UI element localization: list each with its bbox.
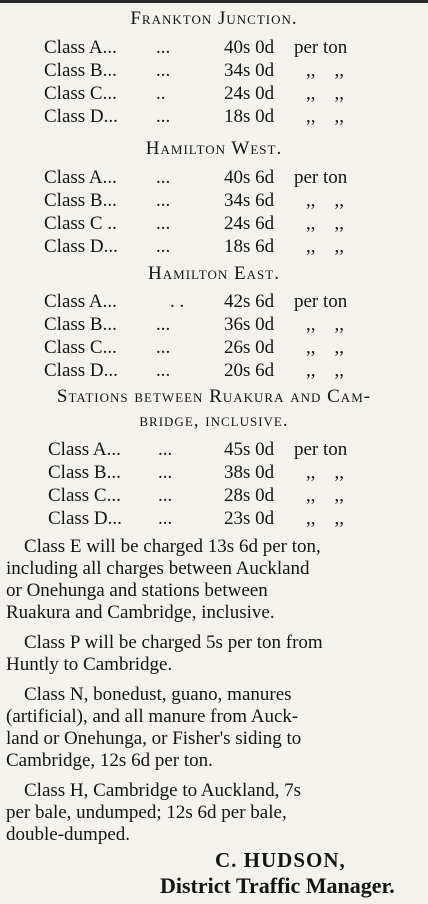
paragraph-line: Huntly to Cambridge. — [6, 654, 173, 675]
rate-row — [0, 60, 428, 82]
class-label: Class D... — [44, 236, 118, 257]
class-label: Class A... — [44, 37, 117, 58]
class-label: Class D... — [44, 106, 118, 127]
unit: ,, ,, — [306, 106, 344, 127]
section-header-frankton-junction: Frankton Junction. — [130, 8, 298, 29]
section-header-ruakura-cambridge-line2: bridge, inclusive. — [139, 410, 289, 431]
rate-row — [0, 106, 428, 128]
leader-dots: ... — [156, 337, 171, 358]
rate-row — [0, 462, 428, 484]
rate-row — [0, 37, 428, 59]
rate: 26s 0d — [224, 337, 275, 358]
paragraph-line: (artificial), and all manure from Auck- — [6, 706, 299, 727]
class-label: Class B... — [48, 462, 121, 483]
unit: per ton — [294, 167, 348, 188]
rate: 24s 0d — [224, 83, 275, 104]
leader-dots: ... — [156, 106, 171, 127]
paragraph-class-p — [6, 632, 418, 676]
paragraph-class-h — [6, 780, 418, 846]
paragraph-line: Class H, Cambridge to Auckland, 7s — [24, 780, 302, 801]
rate-row — [0, 190, 428, 212]
class-label: Class C... — [44, 337, 117, 358]
rate-row — [0, 167, 428, 189]
leader-dots: ... — [156, 167, 171, 188]
leader-dots: ... — [156, 360, 171, 381]
paragraph-line: Class P will be charged 5s per ton from — [24, 632, 323, 653]
section-header-hamilton-west: Hamilton West. — [145, 138, 283, 159]
paragraph-line: land or Onehunga, or Fisher's siding to — [6, 728, 302, 749]
leader-dots: ... — [158, 439, 173, 460]
unit: ,, ,, — [306, 60, 344, 81]
rate-row — [0, 291, 428, 313]
rate: 36s 0d — [224, 314, 275, 335]
unit: per ton — [294, 439, 348, 460]
signature-name: C. HUDSON, — [215, 848, 346, 872]
rate-row — [0, 83, 428, 105]
rate: 40s 0d — [224, 37, 275, 58]
leader-dots: ... — [156, 190, 171, 211]
leader-dots: ... — [156, 236, 171, 257]
paragraph-line: Cambridge, 12s 6d per ton. — [6, 750, 213, 771]
class-label: Class A... — [48, 439, 121, 460]
unit: ,, ,, — [306, 360, 344, 381]
class-label: Class D... — [48, 508, 122, 529]
leader-dots: ... — [158, 485, 173, 506]
class-label: Class A... — [44, 167, 117, 188]
section-header-ruakura-cambridge-line1: Stations between Ruakura and Cam- — [56, 386, 372, 407]
rate: 20s 6d — [224, 360, 275, 381]
rate: 40s 6d — [224, 167, 275, 188]
paragraph-class-n — [6, 684, 418, 772]
top-rule — [0, 0, 428, 3]
unit: ,, ,, — [306, 314, 344, 335]
unit: per ton — [294, 291, 348, 312]
rate-row — [0, 508, 428, 530]
class-label: Class D... — [44, 360, 118, 381]
class-label: Class A... — [44, 291, 117, 312]
rate: 23s 0d — [224, 508, 275, 529]
rate-row — [0, 485, 428, 507]
unit: ,, ,, — [306, 337, 344, 358]
rate-row — [0, 314, 428, 336]
class-label: Class C .. — [44, 213, 117, 234]
unit: ,, ,, — [306, 213, 344, 234]
class-label: Class C... — [44, 83, 117, 104]
rate: 34s 6d — [224, 190, 275, 211]
rate-row — [0, 213, 428, 235]
unit: ,, ,, — [306, 83, 344, 104]
unit: per ton — [294, 37, 348, 58]
rate: 24s 6d — [224, 213, 275, 234]
leader-dots: ... — [158, 508, 173, 529]
leader-dots: ... — [156, 37, 171, 58]
rate-row — [0, 337, 428, 359]
rate-row — [0, 236, 428, 258]
class-label: Class B... — [44, 60, 117, 81]
class-label: Class B... — [44, 314, 117, 335]
rate: 28s 0d — [224, 485, 275, 506]
paragraph-line: Class N, bonedust, guano, manures — [24, 684, 292, 705]
signature-title: District Traffic Manager. — [160, 873, 395, 898]
leader-dots: ... — [156, 60, 171, 81]
unit: ,, ,, — [306, 508, 344, 529]
paragraph-line: including all charges between Auckland — [6, 558, 310, 579]
rate: 34s 0d — [224, 60, 275, 81]
rate-row — [0, 360, 428, 382]
paragraph-class-e — [6, 536, 418, 624]
rate: 45s 0d — [224, 439, 275, 460]
paragraph-line: double-dumped. — [6, 824, 131, 845]
rate: 18s 6d — [224, 236, 275, 257]
class-label: Class C... — [48, 485, 121, 506]
rate: 42s 6d — [224, 291, 275, 312]
unit: ,, ,, — [306, 485, 344, 506]
unit: ,, ,, — [306, 190, 344, 211]
leader-dots: . . — [170, 291, 185, 312]
leader-dots: .. — [156, 83, 166, 104]
section-header-hamilton-east: Hamilton East. — [148, 263, 280, 284]
leader-dots: ... — [156, 314, 171, 335]
rate: 38s 0d — [224, 462, 275, 483]
rate-row — [0, 439, 428, 461]
leader-dots: ... — [158, 462, 173, 483]
class-label: Class B... — [44, 190, 117, 211]
paragraph-line: Ruakura and Cambridge, inclusive. — [6, 602, 275, 623]
leader-dots: ... — [156, 213, 171, 234]
unit: ,, ,, — [306, 462, 344, 483]
unit: ,, ,, — [306, 236, 344, 257]
paragraph-line: per bale, undumped; 12s 6d per bale, — [6, 802, 287, 823]
paragraph-line: Class E will be charged 13s 6d per ton, — [24, 536, 321, 557]
paragraph-line: or Onehunga and stations between — [6, 580, 268, 601]
rate: 18s 0d — [224, 106, 275, 127]
